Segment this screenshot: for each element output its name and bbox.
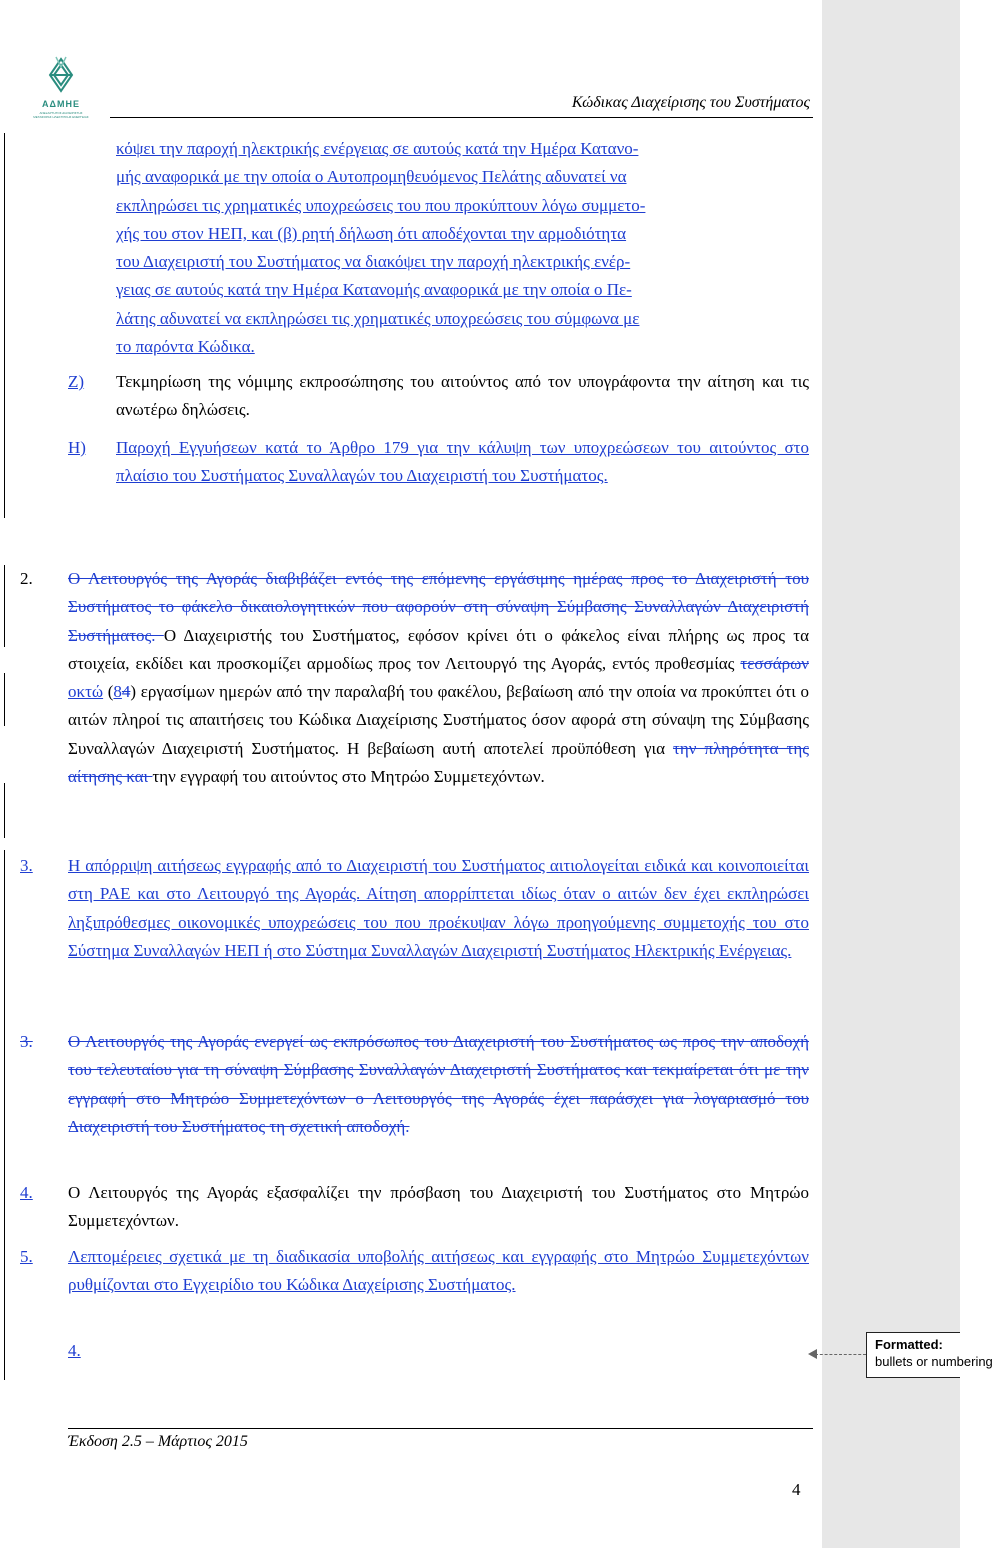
empty-numbered-item: 4.: [68, 1341, 81, 1360]
change-bar: [4, 783, 5, 838]
comment-body: bullets or numbering: [875, 1354, 993, 1369]
change-bar: [4, 850, 5, 1380]
paragraph-2: [68, 565, 809, 791]
text-line: μής αναφορικά με την οποία ο Αυτοπρομηθευόμενος Πελάτης αδυνατεί να: [116, 167, 627, 187]
markup-pane: [822, 0, 960, 1548]
deleted-text: 4: [121, 682, 131, 702]
paragraph-3-number: 3.: [20, 856, 33, 875]
paragraph-3-deleted-number: 3.: [20, 1032, 33, 1051]
item-z-text: Τεκμηρίωση της νόμιμης εκπροσώπησης του αιτούντος από τον υπογράφοντα την αίτηση και τις ανωτέρω δηλώσεις.: [116, 372, 809, 420]
continuation-paragraph: [116, 135, 809, 361]
text-line: γειας σε αυτούς κατά την Ημέρα Κατανομής αναφορικά με την οποία ο Πε-: [116, 280, 632, 300]
admie-logo: [30, 55, 92, 121]
page-number: 4: [792, 1480, 801, 1499]
header-title: Κώδικας Διαχείρισης του Συστήματος: [571, 94, 810, 111]
paragraph-5: Λεπτομέρειες σχετικά με τη διαδικασία υποβολής αιτήσεως και εγγραφής στο Μητρώο Συμμετεχόντων ρυθμίζονται στο Εγχειρίδιο του Κώδικα Διαχείρισης Συστήματος.: [68, 1247, 809, 1295]
footer-rule: [68, 1428, 813, 1429]
inserted-text: 8: [113, 682, 122, 702]
deleted-text: τεσσάρων: [740, 653, 809, 673]
header-rule: [110, 117, 813, 118]
deleted-text: Ο Λειτουργός της Αγοράς διαβιβάζει εντός της επόμενης εργάσιμης ημέρας προς το Διαχειριστή του Συστήματος το φάκελο δικαιολογητικών που αφορούν στη σύναψη Σύμβασης Συναλλαγών Διαχειριστή Συστήματος.: [68, 569, 809, 645]
paragraph-text: Ο Διαχειριστής του Συστήματος, εφόσον κρίνει ότι ο φάκελος είναι πλήρης ως προς τα στοιχεία, εκδίδει και προσκομίζει αρμοδίως προς τον Λειτουργό της Αγοράς, εντός προθεσμίας: [68, 625, 809, 673]
text-line: κόψει την παροχή ηλεκτρικής ενέργειας σε αυτούς κατά την Ημέρα Κατανο-: [116, 139, 639, 158]
change-bar: [4, 133, 5, 518]
comment-title: Formatted:: [875, 1337, 943, 1352]
paragraph-3-inserted: Η απόρριψη αιτήσεως εγγραφής από το Διαχειριστή του Συστήματος αιτιολογείται ειδικά και κοινοποιείται στη ΡΑΕ και στο Λειτουργό της Αγοράς. Αίτηση απορρίπτεται ιδίως όταν ο αιτών δεν έχει εκπληρώσει ληξιπρόθεσμες οικονομικές υποχρεώσεις του που προέκυψαν λόγω προηγούμενης συμμετοχής του στο Σύστημα Συναλλαγών ΗΕΠ ή στο Σύστημα Συναλλαγών Διαχειριστή Συστήματος Ηλεκτρικής Ενέργειας.: [68, 856, 809, 960]
paragraph-2-number: 2.: [20, 569, 33, 588]
item-h-marker: Η): [68, 438, 86, 457]
item-z-marker: Ζ): [68, 372, 85, 391]
arrow-left-icon: [808, 1349, 817, 1359]
deleted-text: την πληρότητα της αίτησης και: [68, 738, 809, 787]
text-line: το παρόντα Κώδικα.: [116, 337, 255, 357]
paragraph-4-number: 4.: [20, 1183, 33, 1202]
logo-text: ΑΔΜΗΕ: [42, 99, 80, 109]
text-line: του Διαχειριστή του Συστήματος να διακόψει την παροχή ηλεκτρικής ενέρ-: [116, 252, 631, 272]
paragraph-text: (: [103, 682, 114, 702]
paragraph-5-number: 5.: [20, 1247, 33, 1266]
change-bar: [4, 565, 5, 647]
footer-edition: Έκδοση 2.5 – Μάρτιος 2015: [68, 1433, 248, 1450]
paragraph-text: την εγγραφή του αιτούντος στο Μητρώο Συμμετεχόντων.: [152, 767, 545, 787]
item-h-text: Παροχή Εγγυήσεων κατά το Άρθρο 179 για την κάλυψη των υποχρεώσεων του αιτούντος στο πλαίσιο του Συστήματος Συναλλαγών του Διαχειριστή του Συστήματος.: [116, 438, 809, 486]
comment-connector: [815, 1354, 866, 1355]
text-line: εκπληρώσει τις χρηματικές υποχρεώσεις του που προκύπτουν λόγω συμμετο-: [116, 195, 646, 215]
paragraph-3-deleted: Ο Λειτουργός της Αγοράς ενεργεί ως εκπρόσωπος του Διαχειριστή του Συστήματος ως προς την αποδοχή του τελευταίου για τη σύναψη Σύμβασης Συναλλαγών Διαχειριστή Συστήματος και τεκμαίρεται ότι με την εγγραφή στο Μητρώο Συμμετεχόντων ο Λειτουργός της Αγοράς έχει παράσχει για λογαριασμό του Διαχειριστή του Συστήματος τη σχετική αποδοχή.: [68, 1032, 809, 1136]
paragraph-4: Ο Λειτουργός της Αγοράς εξασφαλίζει την πρόσβαση του Διαχειριστή του Συστήματος στο Μητρώο Συμμετεχόντων.: [68, 1183, 809, 1231]
formatting-comment-balloon[interactable]: [866, 1332, 993, 1378]
change-bar: [4, 673, 5, 726]
text-line: λάτης αδυνατεί να εκπληρώσει τις χρηματικές υποχρεώσεις του σύμφωνα με: [116, 308, 640, 328]
logo-mark-icon: [30, 55, 92, 99]
logo-subtext: ΑΝΕΞΑΡΤΗΤΟΣ ΔΙΑΧΕΙΡΙΣΤΗΣ ΜΕΤΑΦΟΡΑΣ ΗΛΕΚΤΡΙΚΗΣ ΕΝΕΡΓΕΙΑΣ: [33, 111, 89, 119]
text-line: χής του στον ΗΕΠ, και (β) ρητή δήλωση ότι αποδέχονται την αρμοδιότητα: [116, 223, 627, 243]
inserted-text: οκτώ: [68, 682, 104, 702]
paragraph-text: ) εργασίμων ημερών από την παραλαβή του φακέλου, βεβαίωση από την οποία να προκύπτει ότι ο αιτών πληροί τις απαιτήσεις του Κώδικα Διαχείρισης Συστήματος όσον αφορά στη σύναψη της Σύμβασης Συναλλαγών Διαχειριστή Συστήματος. Η βεβαίωση αυτή αποτελεί προϋπόθεση για: [68, 682, 810, 758]
